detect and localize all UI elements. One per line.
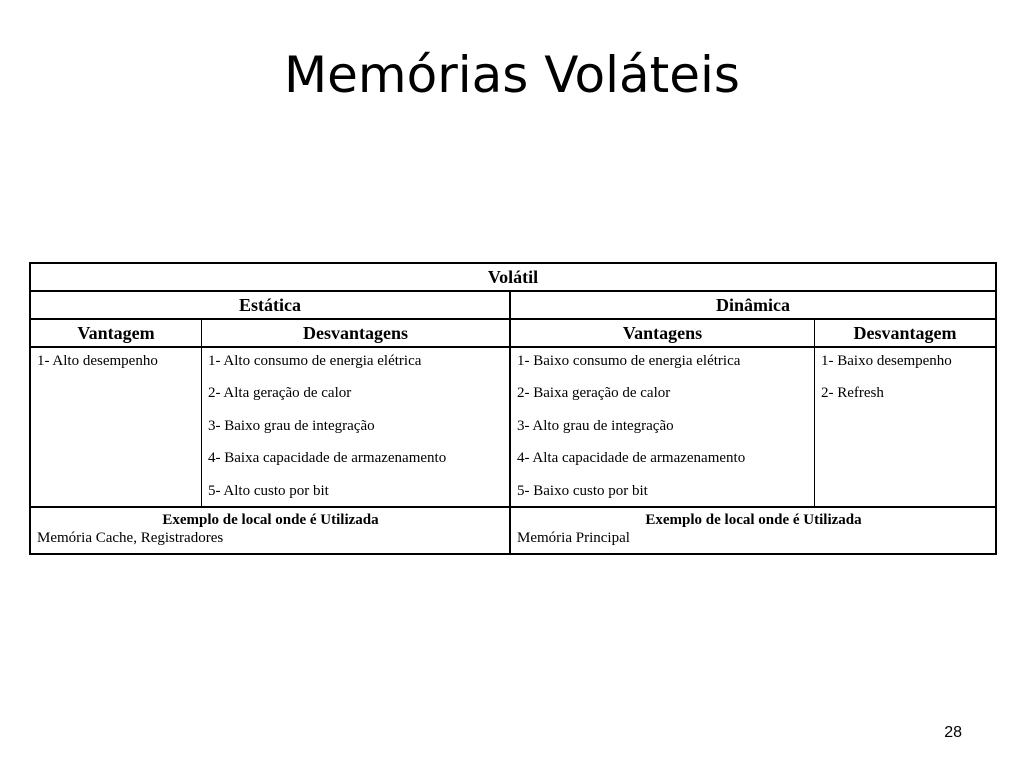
static-example-text: Memória Cache, Registradores xyxy=(37,530,224,546)
column-header-row xyxy=(31,320,995,348)
list-item: 1- Alto desempenho xyxy=(37,353,158,369)
column-header-static-disadvantages: Desvantagens xyxy=(202,320,511,346)
list-item: 5- Alto custo por bit xyxy=(208,482,329,499)
dynamic-example-cell xyxy=(511,508,995,553)
column-header-dynamic-advantages: Vantagens xyxy=(511,320,815,346)
list-item: 3- Baixo grau de integração xyxy=(208,417,375,434)
dynamic-disadvantages-cell xyxy=(815,348,995,506)
group-header-row xyxy=(31,292,995,320)
example-row xyxy=(31,508,995,553)
column-header-static-advantage: Vantagem xyxy=(31,320,202,346)
volatile-memory-table xyxy=(29,262,997,555)
list-item: 2- Alta geração de calor xyxy=(208,385,352,402)
table-body-row xyxy=(31,348,995,508)
dynamic-example-heading: Exemplo de local onde é Utilizada xyxy=(645,512,862,528)
static-example-heading: Exemplo de local onde é Utilizada xyxy=(162,512,379,528)
list-item: 1- Baixo desempenho xyxy=(821,353,952,369)
list-item: 1- Baixo consumo de energia elétrica xyxy=(517,353,741,369)
static-disadvantages-cell xyxy=(202,348,511,506)
group-header-dynamic: Dinâmica xyxy=(716,294,790,315)
list-item: 1- Alto consumo de energia elétrica xyxy=(208,353,422,369)
static-advantages-cell xyxy=(31,348,202,506)
table-header-volatil: Volátil xyxy=(487,266,539,287)
static-example-cell xyxy=(31,508,511,553)
list-item: 5- Baixo custo por bit xyxy=(517,482,648,499)
dynamic-advantages-cell xyxy=(511,348,815,506)
table-header-row xyxy=(31,264,995,292)
group-header-static: Estática xyxy=(31,292,511,318)
column-header-dynamic-disadvantage: Desvantagem xyxy=(853,322,957,343)
slide-title: Memórias Voláteis xyxy=(284,46,740,104)
page-number: 28 xyxy=(944,724,962,741)
list-item: 4- Alta capacidade de armazenamento xyxy=(517,450,746,467)
dynamic-example-text: Memória Principal xyxy=(517,530,630,546)
list-item: 4- Baixa capacidade de armazenamento xyxy=(208,450,447,467)
list-item: 2- Baixa geração de calor xyxy=(517,385,671,402)
list-item: 3- Alto grau de integração xyxy=(517,417,674,434)
list-item: 2- Refresh xyxy=(821,385,884,402)
